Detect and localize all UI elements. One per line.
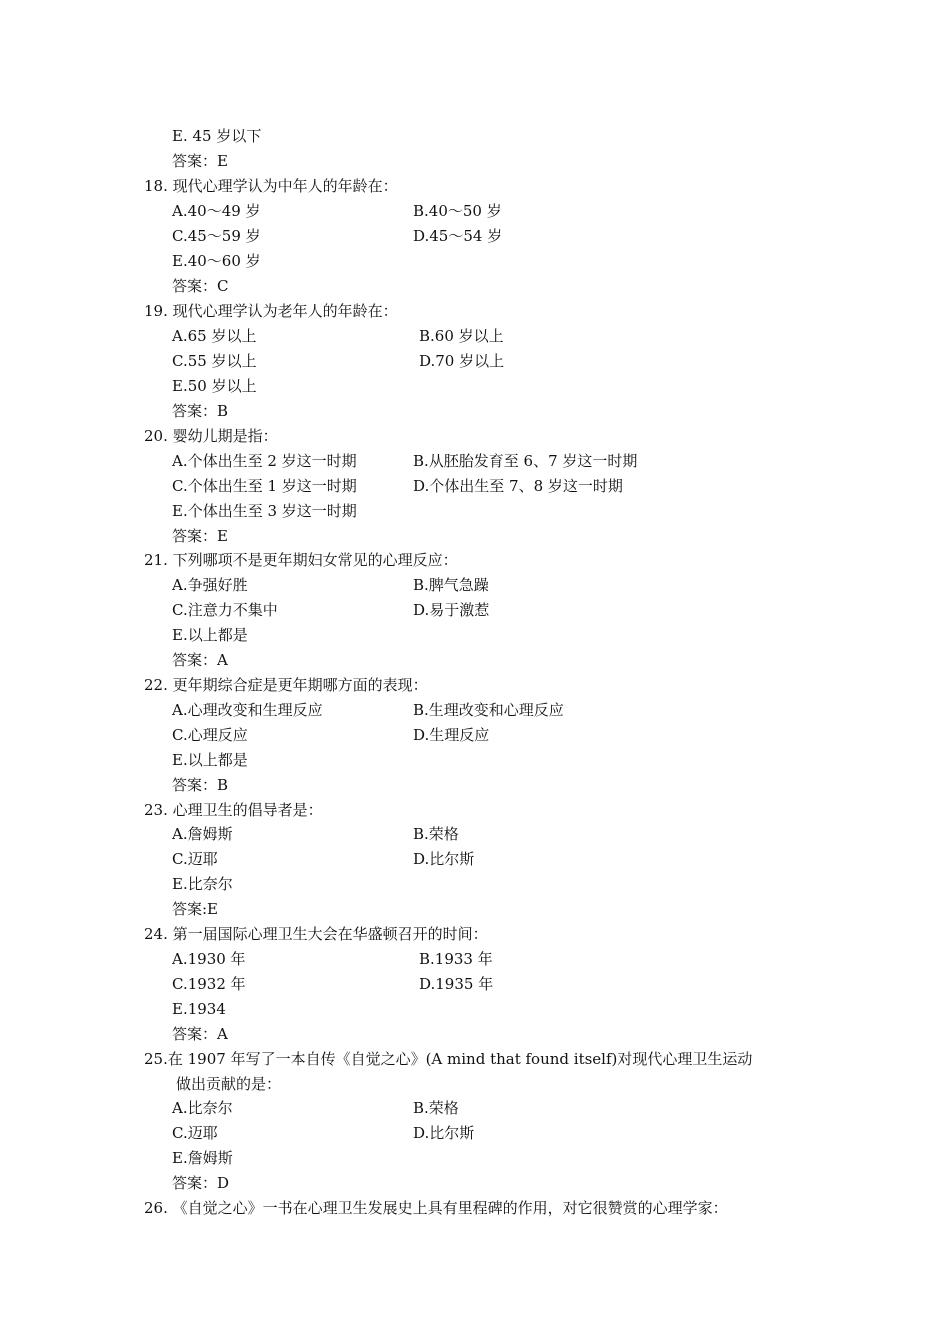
question-22-option-c: C.心理反应 (172, 726, 248, 744)
question-19-answer: 答案：B (172, 402, 229, 420)
question-25-answer: 答案：D (172, 1174, 230, 1192)
question-25-stem-continued: 做出贡献的是： (176, 1075, 282, 1093)
question-20-stem: 20. 婴幼儿期是指： (144, 427, 278, 445)
question-24-option-a: A.1930 年 (172, 950, 246, 968)
question-25-option-b: B.荣格 (413, 1099, 459, 1117)
question-23-option-c: C.迈耶 (172, 850, 218, 868)
question-19-option-e: E.50 岁以上 (172, 377, 257, 395)
question-26-stem: 26. 《自觉之心》一书在心理卫生发展史上具有里程碑的作用，对它很赞赏的心理学家： (144, 1199, 728, 1217)
question-19-option-c: C.55 岁以上 (172, 352, 257, 370)
question-22-option-a: A.心理改变和生理反应 (172, 701, 323, 719)
question-18-option-a: A.40～49 岁 (172, 202, 261, 220)
question-19-stem: 19. 现代心理学认为老年人的年龄在： (144, 302, 398, 320)
question-25-option-c: C.迈耶 (172, 1124, 218, 1142)
question-22-answer: 答案：B (172, 776, 229, 794)
question-24-option-e: E.1934 (172, 1000, 226, 1018)
question-24-stem: 24. 第一届国际心理卫生大会在华盛顿召开的时间： (144, 925, 488, 943)
question-23-option-e: E.比奈尔 (172, 875, 233, 893)
question-19-option-d: D.70 岁以上 (419, 352, 505, 370)
question-24-option-c: C.1932 年 (172, 975, 246, 993)
question-25-option-a: A.比奈尔 (172, 1099, 233, 1117)
question-23-stem: 23. 心理卫生的倡导者是： (144, 801, 323, 819)
question-22-option-b: B.生理改变和心理反应 (413, 701, 564, 719)
question-18-option-b: B.40～50 岁 (413, 202, 502, 220)
question-23-option-a: A.詹姆斯 (172, 825, 233, 843)
question-20-option-e: E.个体出生至 3 岁这一时期 (172, 502, 357, 520)
question-18-option-e: E.40～60 岁 (172, 252, 261, 270)
question-25-option-d: D.比尔斯 (413, 1124, 475, 1142)
question-20-option-a: A.个体出生至 2 岁这一时期 (172, 452, 357, 470)
question-24-option-b: B.1933 年 (419, 950, 493, 968)
question-20-option-c: C.个体出生至 1 岁这一时期 (172, 477, 357, 495)
question-20-option-b: B.从胚胎发育至 6、7 岁这一时期 (413, 452, 638, 470)
question-18-option-c: C.45～59 岁 (172, 227, 261, 245)
question-23-option-b: B.荣格 (413, 825, 459, 843)
question-18-option-d: D.45～54 岁 (413, 227, 503, 245)
question-21-option-d: D.易于激惹 (413, 601, 490, 619)
question-22-stem: 22. 更年期综合症是更年期哪方面的表现： (144, 676, 428, 694)
prev-answer: 答案：E (172, 152, 228, 170)
question-23-answer: 答案:E (172, 900, 219, 918)
question-21-option-e: E.以上都是 (172, 626, 248, 644)
prev-option-e: E. 45 岁以下 (172, 127, 262, 145)
question-18-stem: 18. 现代心理学认为中年人的年龄在： (144, 177, 398, 195)
question-21-option-a: A.争强好胜 (172, 576, 248, 594)
question-19-option-a: A.65 岁以上 (172, 327, 257, 345)
question-22-option-e: E.以上都是 (172, 751, 248, 769)
question-25-stem: 25.在 1907 年写了一本自传《自觉之心》(A mind that found itself)对现代心理卫生运动 (144, 1050, 753, 1068)
question-20-option-d: D.个体出生至 7、8 岁这一时期 (413, 477, 623, 495)
question-23-option-d: D.比尔斯 (413, 850, 475, 868)
question-24-option-d: D.1935 年 (419, 975, 494, 993)
question-21-answer: 答案：A (172, 651, 228, 669)
question-18-answer: 答案：C (172, 277, 229, 295)
question-19-option-b: B.60 岁以上 (419, 327, 504, 345)
question-20-answer: 答案：E (172, 527, 228, 545)
question-21-option-b: B.脾气急躁 (413, 576, 489, 594)
question-22-option-d: D.生理反应 (413, 726, 490, 744)
question-21-option-c: C.注意力不集中 (172, 601, 278, 619)
question-21-stem: 21. 下列哪项不是更年期妇女常见的心理反应： (144, 551, 458, 569)
question-25-option-e: E.詹姆斯 (172, 1149, 233, 1167)
question-24-answer: 答案：A (172, 1025, 228, 1043)
